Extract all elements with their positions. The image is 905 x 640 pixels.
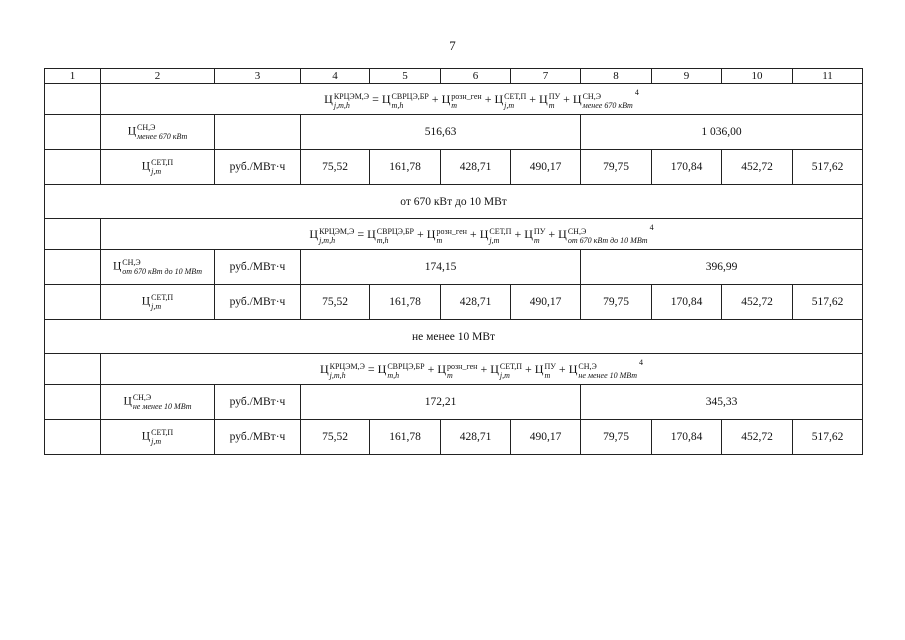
value-cell: 79,75: [581, 150, 652, 185]
formula-subscript: m,h: [376, 235, 389, 245]
unit-cell: руб./МВт·ч: [215, 150, 301, 185]
formula-superscript: СН,Э: [567, 226, 587, 236]
value-cell: 161,78: [370, 420, 441, 455]
value-cell: 75,52: [301, 420, 370, 455]
section-label-row: [45, 320, 863, 354]
subscript: от 670 кВт до 10 МВт: [122, 267, 203, 276]
formula-subscript: не менее 10 МВт: [578, 370, 638, 380]
formula-subscript: m: [436, 235, 443, 245]
set-symbol-cell: [101, 150, 215, 185]
formula-cell: [101, 354, 863, 385]
formula-superscript: розн_ген: [451, 91, 482, 101]
blank-cell: [45, 420, 101, 455]
value-cell: 517,62: [793, 150, 863, 185]
unit-cell: руб./МВт·ч: [215, 385, 301, 420]
section-label: не менее 10 МВт: [45, 320, 863, 354]
column-number: 7: [511, 69, 581, 84]
value-cell: 428,71: [441, 150, 511, 185]
sn-symbol-cell: [101, 115, 215, 150]
formula-subscript: m: [544, 370, 551, 380]
column-number: 6: [441, 69, 511, 84]
sn-price-row: [45, 115, 863, 150]
symbol-ts: Ц: [141, 295, 151, 308]
value-cell: 161,78: [370, 150, 441, 185]
value-cell: 79,75: [581, 285, 652, 320]
formula-subscript: m: [533, 235, 540, 245]
set-price-row: [45, 285, 863, 320]
subscript: j,m: [151, 437, 162, 446]
formula-subscript: j,m: [499, 370, 510, 380]
formula-superscript: СН,Э: [578, 361, 597, 371]
superscript: СН,Э: [137, 123, 156, 132]
formula-superscript: розн_ген: [436, 226, 467, 236]
value-cell: 452,72: [722, 150, 793, 185]
footnote-marker: 4: [634, 88, 639, 98]
formula-superscript: СВРЦЭ,БР: [387, 361, 425, 371]
symbol-ts: Ц: [141, 430, 151, 443]
superscript: СН,Э: [122, 258, 141, 267]
column-number: 8: [581, 69, 652, 84]
subscript: j,m: [151, 167, 162, 176]
value-cell: 345,33: [581, 385, 863, 420]
tariff-table: [44, 68, 863, 455]
column-number: 3: [215, 69, 301, 84]
value-cell: 1 036,00: [581, 115, 863, 150]
formula-row: [45, 219, 863, 250]
subscript: менее 670 кВт: [137, 132, 188, 141]
column-number: 11: [793, 69, 863, 84]
value-cell: 516,63: [301, 115, 581, 150]
formula-row: [45, 354, 863, 385]
formula-superscript: ПУ: [533, 226, 546, 236]
symbol-ts: Ц: [112, 260, 122, 273]
formula-subscript: j,m,h: [333, 100, 350, 110]
formula-superscript: ПУ: [544, 361, 556, 371]
symbol-ts: Ц: [123, 395, 132, 408]
formula-subscript: j,m,h: [329, 370, 346, 380]
value-cell: 490,17: [511, 150, 581, 185]
set-symbol-cell: [101, 285, 215, 320]
formula: Ц КРЦЭМ,Э j,m,h = Ц СВРЦЭ,БР m,h + Ц розн_ген m + Ц СЕТ,П j,m + Ц ПУ m + Ц СН,Э менее 670 кВт $^4$: [324, 88, 639, 110]
subscript: не менее 10 МВт: [132, 402, 192, 411]
value-cell: 396,99: [581, 250, 863, 285]
value-cell: 170,84: [652, 285, 722, 320]
unit-cell: руб./МВт·ч: [215, 420, 301, 455]
formula-subscript: m: [451, 100, 458, 110]
formula-cell: [101, 219, 863, 250]
section-label: от 670 кВт до 10 МВт: [45, 185, 863, 219]
formula-subscript: m: [548, 100, 555, 110]
formula-subscript: менее 670 кВт: [582, 100, 633, 110]
symbol-ts: Ц: [127, 125, 137, 138]
value-cell: 161,78: [370, 285, 441, 320]
value-cell: 517,62: [793, 420, 863, 455]
blank-cell: [45, 115, 101, 150]
blank-cell: [45, 354, 101, 385]
sn-price-row: [45, 250, 863, 285]
formula-superscript: СЕТ,П: [504, 91, 527, 101]
superscript: СН,Э: [132, 393, 152, 402]
value-cell: 517,62: [793, 285, 863, 320]
formula-subscript: j,m,h: [319, 235, 336, 245]
formula: Ц КРЦЭМ,Э j,m,h = Ц СВРЦЭ,БР m,h + Ц розн_ген m + Ц СЕТ,П j,m + Ц ПУ m + Ц СН,Э не менее 10 МВт $^4$: [319, 358, 644, 380]
value-cell: 490,17: [511, 420, 581, 455]
formula-superscript: СЕТ,П: [499, 361, 523, 371]
column-number: 1: [45, 69, 101, 84]
sn-price-row: [45, 385, 863, 420]
column-number-row: [45, 69, 863, 84]
value-cell: 174,15: [301, 250, 581, 285]
value-cell: 428,71: [441, 420, 511, 455]
formula-superscript: СЕТ,П: [489, 226, 512, 236]
page-number: 7: [449, 38, 456, 53]
blank-cell: [45, 250, 101, 285]
column-number: 4: [301, 69, 370, 84]
superscript: СЕТ,П: [151, 158, 174, 167]
blank-cell: [45, 285, 101, 320]
footnote-marker: 4: [639, 358, 644, 368]
unit-cell: руб./МВт·ч: [215, 285, 301, 320]
formula-superscript: ПУ: [548, 91, 561, 101]
formula-cell: [101, 84, 863, 115]
column-number: 5: [370, 69, 441, 84]
column-number: 10: [722, 69, 793, 84]
formula-superscript: КРЦЭМ,Э: [319, 226, 355, 236]
section-label-row: [45, 185, 863, 219]
formula: Ц КРЦЭМ,Э j,m,h = Ц СВРЦЭ,БР m,h + Ц розн_ген m + Ц СЕТ,П j,m + Ц ПУ m + Ц СН,Э от 670 кВт до 10 МВт $^4$: [309, 223, 654, 245]
blank-cell: [45, 385, 101, 420]
superscript: СЕТ,П: [151, 293, 174, 302]
subscript: j,m: [151, 302, 162, 311]
value-cell: 452,72: [722, 420, 793, 455]
formula-superscript: розн_ген: [447, 361, 478, 371]
set-price-row: [45, 420, 863, 455]
set-price-row: [45, 150, 863, 185]
value-cell: 79,75: [581, 420, 652, 455]
set-symbol-cell: [101, 420, 215, 455]
formula-superscript: СН,Э: [582, 91, 601, 101]
value-cell: 75,52: [301, 285, 370, 320]
unit-cell: [215, 115, 301, 150]
column-number: 9: [652, 69, 722, 84]
formula-subscript: m,h: [387, 370, 400, 380]
superscript: СЕТ,П: [151, 428, 174, 437]
formula-superscript: СВРЦЭ,БР: [376, 226, 415, 236]
value-cell: 452,72: [722, 285, 793, 320]
formula-superscript: КРЦЭМ,Э: [333, 91, 370, 101]
symbol-ts: Ц: [141, 160, 151, 173]
formula-superscript: СВРЦЭ,БР: [391, 91, 429, 101]
blank-cell: [45, 84, 101, 115]
sn-symbol-cell: [101, 385, 215, 420]
formula-subscript: m,h: [391, 100, 404, 110]
formula-row: [45, 84, 863, 115]
footnote-marker: 4: [649, 223, 654, 233]
value-cell: 170,84: [652, 420, 722, 455]
formula-subscript: j,m: [489, 235, 500, 245]
formula-subscript: j,m: [504, 100, 515, 110]
value-cell: 170,84: [652, 150, 722, 185]
value-cell: 172,21: [301, 385, 581, 420]
formula-superscript: КРЦЭМ,Э: [329, 361, 365, 371]
value-cell: 75,52: [301, 150, 370, 185]
value-cell: 428,71: [441, 285, 511, 320]
formula-subscript: от 670 кВт до 10 МВт: [567, 235, 648, 245]
sn-symbol-cell: [101, 250, 215, 285]
blank-cell: [45, 150, 101, 185]
blank-cell: [45, 219, 101, 250]
formula-subscript: m: [447, 370, 453, 380]
unit-cell: руб./МВт·ч: [215, 250, 301, 285]
column-number: 2: [101, 69, 215, 84]
value-cell: 490,17: [511, 285, 581, 320]
